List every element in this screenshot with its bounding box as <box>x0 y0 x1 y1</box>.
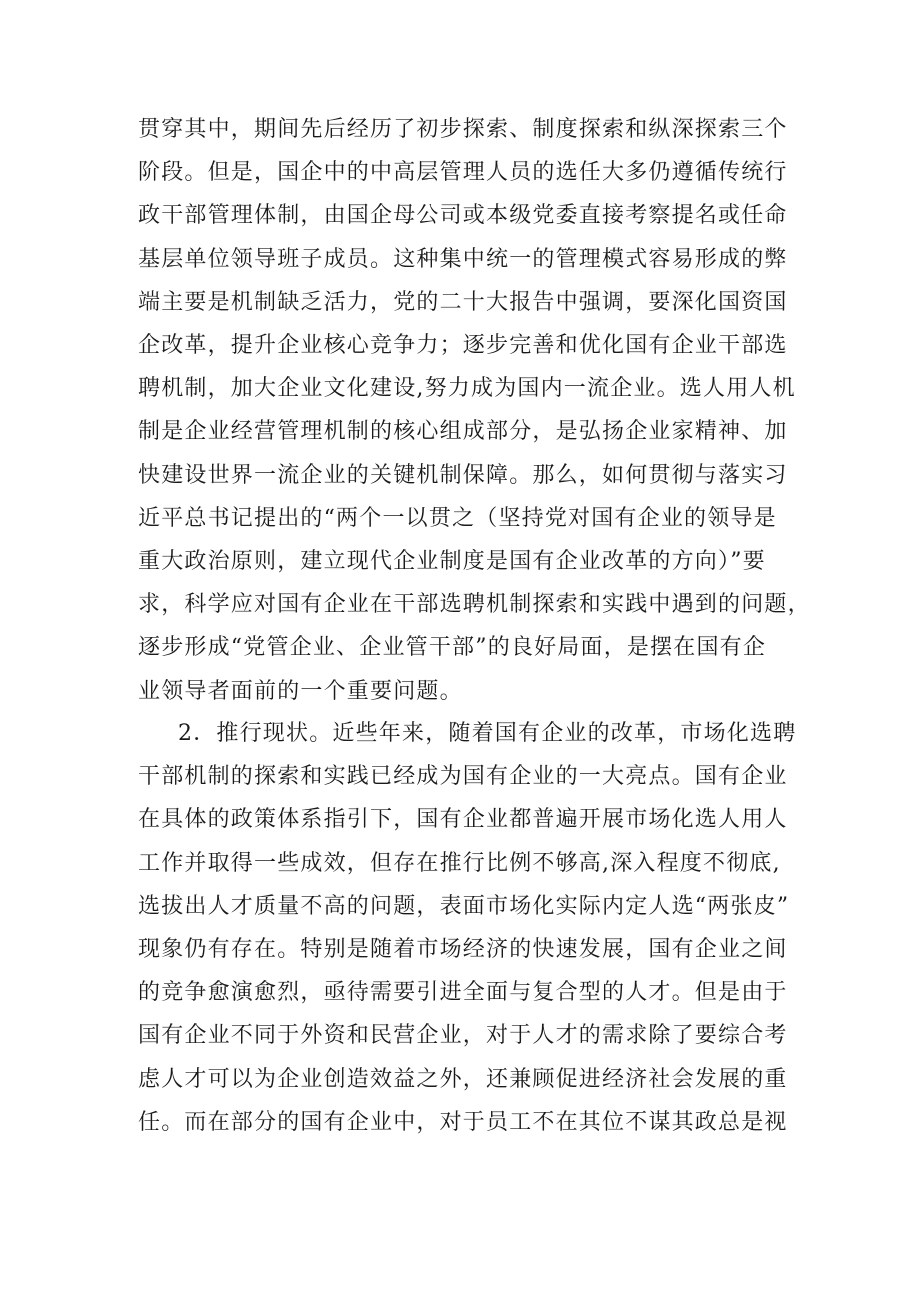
text-line: 任。而在部分的国有企业中，对于员工不在其位不谋其政总是视 <box>138 1109 788 1135</box>
text-line: 求，科学应对国有企业在干部选聘机制探索和实践中遇到的问题， <box>138 592 811 618</box>
paragraph-1 <box>138 108 811 713</box>
text-line: 近平总书记提出的“两个一以贯之（坚持党对国有企业的领导是 <box>138 505 777 531</box>
text-line: 2．推行现状。近些年来，随着国有企业的改革，市场化选聘 <box>178 721 797 746</box>
text-line: 政干部管理体制，由国企母公司或本级党委直接考察提名或任命 <box>138 203 788 229</box>
text-line: 重大政治原则，建立现代企业制度是国有企业改革的方向）”要 <box>138 549 766 575</box>
paragraph-2 <box>138 712 798 1144</box>
text-line: 聘机制，加大企业文化建设,努力成为国内一流企业。选人用人机 <box>138 376 796 402</box>
text-line: 贯穿其中，期间先后经历了初步探索、制度探索和纵深探索三个 <box>138 117 788 142</box>
text-line: 的竞争愈演愈烈，亟待需要引进全面与复合型的人才。但是由于 <box>138 980 788 1006</box>
text-line: 阶段。但是，国企中的中高层管理人员的选任大多仍遵循传统行 <box>138 160 788 186</box>
text-line: 工作并取得一些成效，但存在推行比例不够高,深入程度不彻底, <box>138 850 781 876</box>
text-line: 国有企业不同于外资和民营企业，对于人才的需求除了要综合考 <box>138 1023 788 1049</box>
text-line: 业领导者面前的一个重要问题。 <box>138 678 463 704</box>
text-line: 虑人才可以为企业创造效益之外，还兼顾促进经济社会发展的重 <box>138 1066 788 1092</box>
text-line: 干部机制的探索和实践已经成为国有企业的一大亮点。国有企业 <box>138 764 788 790</box>
text-line: 现象仍有存在。特别是随着市场经济的快速发展，国有企业之间 <box>138 937 788 963</box>
text-line: 选拔出人才质量不高的问题，表面市场化实际内定人选“两张皮” <box>138 893 790 919</box>
text-line: 快建设世界一流企业的关键机制保障。那么，如何贯彻与落实习 <box>138 462 788 488</box>
text-line: 逐步形成“党管企业、企业管干部”的良好局面，是摆在国有企 <box>138 635 767 661</box>
text-line: 制是企业经营管理机制的核心组成部分，是弘扬企业家精神、加 <box>138 419 788 445</box>
text-line: 基层单位领导班子成员。这种集中统一的管理模式容易形成的弊 <box>138 246 788 272</box>
text-line: 在具体的政策体系指引下，国有企业都普遍开展市场化选人用人 <box>138 807 788 833</box>
text-line: 企改革，提升企业核心竞争力；逐步完善和优化国有企业干部选 <box>138 333 788 359</box>
text-line: 端主要是机制缺乏活力，党的二十大报告中强调，要深化国资国 <box>138 289 788 315</box>
